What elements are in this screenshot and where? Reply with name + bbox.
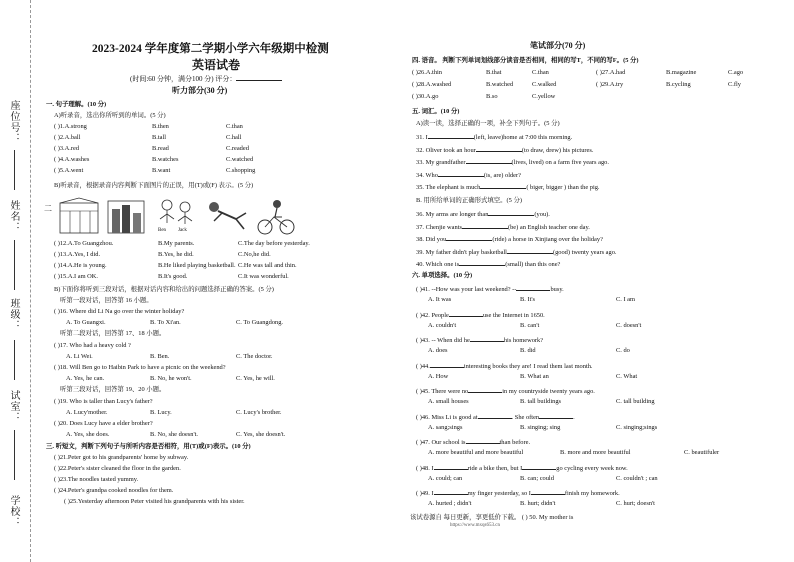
option-text: B.read	[152, 145, 169, 152]
option-text: B. hurt; didn't	[520, 500, 556, 507]
option-text: B.watched	[486, 81, 514, 88]
section-6-heading: 六. 单项选择。(10 分)	[412, 272, 473, 279]
fill-in-sentence	[416, 259, 560, 269]
fill-in-sentence	[416, 182, 600, 192]
option-text: C.fly	[728, 81, 741, 88]
option-text: A. sang;sings	[428, 423, 463, 431]
option-text: B.magazine	[666, 69, 697, 76]
sentence-start: 34. Who	[416, 171, 438, 179]
dialog-2-heading: 听第二段对话，回答第 17、18 小题。	[60, 330, 166, 337]
option-text: B. To Xi'an.	[150, 319, 181, 326]
option-text: B.cycling	[666, 81, 691, 88]
option-text: C.than	[226, 123, 243, 130]
answer-blank[interactable]	[478, 412, 512, 419]
answer-blank[interactable]	[434, 488, 468, 495]
sentence-end: (you).	[534, 211, 550, 218]
section-1b-instruction: B)听录音，根据录音内容判断下面图片的正误，用(T)或(F) 表示。(5 分)	[54, 182, 254, 189]
option-text: C. To Guangdong.	[236, 319, 284, 326]
answer-blank[interactable]	[468, 386, 502, 393]
option-text: B.then	[152, 123, 169, 130]
option-text: A. hurted ; didn't	[428, 500, 472, 507]
answer-blank[interactable]	[470, 335, 504, 342]
question-44	[416, 361, 593, 371]
sentence-end: (ride) a horse in Xinjiang over the holiday?	[492, 236, 603, 243]
option-text: B. can; could	[520, 474, 554, 482]
option-text: B. What an	[520, 372, 549, 380]
sentence-end: ( biger, bigger ) than the pig.	[526, 184, 600, 191]
option-text: C.readed	[226, 145, 249, 152]
option-text: A. more beautiful and more beautiful	[428, 449, 524, 456]
option-text: C.He was tall and thin.	[238, 262, 297, 269]
option-text: B.My parents.	[158, 240, 195, 247]
section-5-heading: 五. 词汇。(10 分)	[412, 108, 460, 115]
question-text: ( )48. I	[416, 464, 434, 472]
option-text: ( )26.A.thin	[412, 69, 442, 76]
sentence-end: (lives, lived) on a farm five years ago.	[511, 159, 609, 166]
listening-heading: 听力部分(30 分)	[172, 86, 228, 95]
option-text: C.It was wonderful.	[238, 273, 289, 280]
option-text: C. beautifuler	[684, 449, 720, 456]
sentence-end: (small) than this one?	[505, 261, 561, 268]
answer-blank[interactable]	[466, 157, 512, 164]
question-text: ( )49. I	[416, 490, 434, 497]
seat-number-label: 座位号：	[8, 100, 19, 144]
option-text: C.yellow	[532, 93, 556, 100]
option-text: B. No, she doesn't.	[150, 431, 199, 438]
fill-in-sentence	[416, 209, 550, 219]
question-16: ( )16. Where did Li Na go over the winter holiday?	[54, 308, 185, 315]
question-text: his homework?	[503, 337, 544, 344]
option-text: C. singing;sings	[616, 423, 658, 431]
option-text: ( )27.A.had	[596, 69, 626, 76]
option-text: ( )3.A.red	[54, 145, 80, 152]
option-text: C. doesn't	[616, 321, 642, 329]
question-text: ( )43. -- When did he	[416, 337, 470, 344]
question-41	[416, 284, 564, 294]
jack-label: Jack	[178, 228, 187, 233]
answer-blank[interactable]	[488, 209, 534, 216]
answer-blank[interactable]	[476, 145, 522, 152]
option-text: ( )12.A.To Guangzhou.	[54, 240, 114, 247]
question-45	[416, 386, 595, 396]
question-text: ( )46. Miss Li is good at	[416, 413, 478, 421]
fill-in-sentence	[416, 170, 521, 180]
question-text: ( )41. --How was your last weekend? --	[416, 286, 517, 293]
sentence-start: 39. My father didn't play basketball	[416, 248, 507, 256]
fill-in-sentence	[416, 145, 593, 155]
exam-room-label: 试室：	[8, 390, 19, 423]
answer-blank[interactable]	[539, 412, 573, 419]
basketball-player-picture	[204, 197, 250, 237]
option-text: C.hall	[226, 134, 242, 141]
statement-text: ( )21.Peter got to his grandparents' home by subway.	[54, 454, 189, 461]
name-line	[14, 240, 15, 290]
footer-text: 该试卷源自 每日更新，享更低价下载。 ( ) 50. My mother is	[410, 514, 574, 521]
option-text: ( )2.A.ball	[54, 134, 81, 141]
option-text: B.watches	[152, 156, 179, 163]
exam-info	[130, 74, 282, 83]
section-3-heading: 三. 听短文，判断下列句子与所听内容是否相符，用(T)或(F)表示。(10 分)	[46, 443, 251, 450]
question-text: use the Internet in 1650.	[482, 311, 545, 319]
answer-blank[interactable]	[428, 132, 474, 139]
option-text: C.ago	[728, 69, 744, 76]
option-text: C.The day before yesterday.	[238, 240, 310, 247]
option-text: C. Yes, she doesn't.	[236, 431, 286, 438]
answer-blank[interactable]	[516, 284, 550, 291]
answer-blank[interactable]	[438, 170, 484, 177]
option-text: ( )30.A.go	[412, 93, 439, 100]
option-text: A. small houses	[428, 398, 469, 405]
option-text: A. To Guangxi.	[66, 319, 106, 326]
question-47	[416, 437, 530, 447]
question-text: ( )44.	[416, 362, 430, 370]
fill-in-sentence	[416, 234, 603, 244]
class-label: 班级：	[8, 298, 19, 331]
score-blank	[236, 74, 282, 81]
dialog-3-heading: 听第三段对话，回答第 19、20 小题。	[60, 386, 166, 393]
option-text: ( )1.A.strong	[54, 123, 87, 130]
option-text: C. Lucy's brother.	[236, 409, 282, 416]
option-text: B. Ben.	[150, 353, 170, 360]
statement-text: ( )23.The noodles tasted yummy.	[54, 476, 139, 483]
option-text: ( )5.A.went	[54, 167, 84, 174]
question-text: my finger yesterday, so I	[467, 490, 531, 497]
exam-subtitle: 英语试卷	[192, 58, 241, 72]
answer-blank[interactable]	[522, 463, 556, 470]
option-text: C. do	[616, 347, 630, 354]
option-text: C. I am	[616, 296, 635, 303]
option-text: ( )14.A.He is young.	[54, 262, 107, 269]
section-4-heading: 四. 语音。 判断下列单词划线部分读音是否相同，相同的写T，不同的写F。(5 分)	[412, 57, 639, 64]
option-text: B.that	[486, 69, 502, 76]
question-42	[416, 310, 545, 320]
option-text: B. more and more beautiful	[560, 449, 631, 456]
question-text: than before.	[499, 439, 531, 446]
option-text: B. tall buildings	[520, 398, 562, 405]
question-17: ( )17. Who had a heavy cold ?	[54, 342, 131, 349]
option-text: C.No,he did.	[238, 251, 271, 258]
sentence-start: 37. Chenjie wants	[416, 223, 462, 231]
statement-text: ( )25.Yesterday afternoon Peter visited his grandparents with his sister.	[64, 498, 245, 505]
option-text: C. The doctor.	[236, 353, 273, 360]
option-text: B.tall	[152, 134, 167, 141]
sentence-end: (good) twenty years ago.	[552, 248, 617, 256]
question-49	[416, 488, 620, 498]
seat-number-line	[14, 150, 15, 190]
option-text: B. singing; sing	[520, 423, 561, 431]
sentence-start: 33. My grandfather	[416, 159, 466, 166]
question-text: go cycling every week now.	[556, 464, 628, 472]
fill-in-sentence	[416, 222, 590, 232]
written-heading: 笔试部分(70 分)	[530, 41, 586, 50]
sentence-end: (left, leave)home at 7:00 this morning.	[473, 134, 573, 141]
section-5b-instruction: B. 用所给单词的正确形式填空。(5 分)	[416, 197, 522, 204]
option-text: C. couldn't ; can	[616, 474, 658, 482]
answer-blank[interactable]	[462, 222, 508, 229]
option-text: C.walked	[532, 81, 557, 88]
option-text: B.Yes, he did.	[158, 251, 194, 258]
option-text: ( )4.A.washes	[54, 156, 90, 163]
exam-room-line	[14, 430, 15, 480]
answer-blank[interactable]	[430, 361, 464, 368]
fill-in-sentence	[416, 132, 572, 142]
question-46	[416, 412, 575, 422]
answer-blank[interactable]	[466, 437, 500, 444]
section-1a-instruction: A)听录音，选出你所听到的单词。(5 分)	[54, 112, 166, 119]
question-48	[416, 463, 628, 473]
answer-blank[interactable]	[507, 247, 553, 254]
question-text: . She often	[511, 413, 540, 421]
footer-notice	[410, 514, 573, 522]
option-text: A. does	[428, 347, 448, 354]
fill-in-sentence	[416, 247, 617, 257]
option-text: ( )13.A.Yes, I did.	[54, 251, 101, 258]
cityscape-picture	[106, 197, 146, 237]
option-text: A. couldn't	[428, 321, 457, 329]
question-text: ( )47. Our school is	[416, 439, 466, 446]
sentence-end: (to draw, drew) his pictures.	[521, 146, 594, 154]
question-20: ( )20. Does Lucy have a elder brother?	[54, 420, 153, 427]
sentence-start: 31. I	[416, 134, 428, 141]
option-text: A. could; can	[428, 474, 463, 482]
option-text: C.watched	[226, 156, 254, 163]
option-text: B. No, he won't.	[150, 375, 192, 382]
option-text: C.than	[532, 69, 549, 76]
answer-blank[interactable]	[459, 259, 505, 266]
name-label: 姓名：	[8, 200, 19, 233]
option-text: B. can't	[520, 321, 540, 329]
question-text: busy.	[550, 286, 564, 293]
section-5a-instruction: A)读一读，选择正确的一项，补全下列句子。(5 分)	[416, 120, 560, 127]
question-text: finish my homework.	[564, 490, 620, 497]
sentence-start: 32. Oliver took an hour	[416, 146, 476, 154]
option-text: C. Yes, he will.	[236, 375, 275, 382]
option-text: A. Yes, he can.	[66, 375, 105, 382]
option-text: C. tall building	[616, 398, 655, 405]
cyclist-picture	[256, 197, 296, 237]
question-18: ( )18. Will Ben go to Haibin Park to have a picnic on the weekend?	[54, 364, 226, 371]
option-text: ( )15.A.I am OK.	[54, 273, 99, 280]
question-43	[416, 335, 543, 345]
class-line	[14, 340, 15, 380]
section-1-heading: 一. 句子理解。(10 分)	[46, 101, 107, 108]
answer-blank[interactable]	[531, 488, 565, 495]
option-text: C. What	[616, 372, 638, 380]
option-text: A. Li Wei.	[66, 353, 93, 360]
option-text: B. Lucy.	[150, 409, 172, 416]
option-text: B.want	[152, 167, 171, 174]
question-text: ( )42. People	[416, 311, 449, 319]
footer-url: https://www.mxqs653.cn	[450, 523, 500, 528]
question-text: in my countryside twenty years ago.	[502, 388, 595, 395]
fill-in-sentence	[416, 157, 609, 167]
option-text: ( )29.A.try	[596, 81, 624, 88]
option-text: A. Yes, she does.	[66, 431, 110, 438]
statement-text: ( )24.Peter's grandpa cooked noodles for them.	[54, 487, 174, 494]
option-text: B.It's good.	[158, 273, 188, 280]
fold-line	[30, 0, 31, 562]
option-text: B. did	[520, 347, 536, 354]
dialog-1-heading: 听第一段对话，回答第 16 小题。	[60, 297, 153, 304]
ben-label: Ben	[158, 228, 167, 233]
exam-info-text: (时间:60 分钟，满分100 分) 评分：	[130, 75, 237, 83]
question-text: ride a bike then, but I	[467, 464, 523, 472]
section-1c-instruction: B)下面你将听到三段对话，根据对话内容和给出的问题选择正确的答案。(5 分)	[54, 286, 274, 293]
sentence-start: 40. Which one is	[416, 261, 460, 268]
picture-strip	[44, 197, 354, 237]
picture-number: 二	[44, 204, 52, 213]
option-text: A. It was	[428, 296, 452, 303]
sentence-end: (be) an English teacher one day.	[507, 223, 590, 231]
option-text: A. How	[428, 372, 449, 380]
sentence-start: 36. My arms are longer than	[416, 211, 489, 218]
school-label: 学校：	[8, 495, 19, 528]
answer-blank[interactable]	[480, 182, 526, 189]
question-text: interesting books they are! I read them last month.	[463, 362, 593, 370]
option-text: ( )28.A.washed	[412, 81, 452, 88]
sentence-start: 38. Did you	[416, 236, 447, 243]
option-text: C.shopping	[226, 167, 256, 174]
question-text: ( )45. There were no	[416, 388, 469, 395]
answer-blank[interactable]	[446, 234, 492, 241]
answer-blank[interactable]	[434, 463, 468, 470]
question-19: ( )19. Who is taller than Lucy's father?	[54, 398, 153, 405]
option-text: A. Lucy'mother.	[66, 409, 108, 416]
option-text: C. hurt; doesn't	[616, 500, 655, 507]
answer-blank[interactable]	[449, 310, 483, 317]
sentence-end: (is, are) older?	[483, 171, 521, 179]
option-text: B.He liked playing basketball.	[158, 262, 236, 269]
sentence-start: 35. The elephant is much	[416, 184, 481, 191]
option-text: B.so	[486, 93, 498, 100]
exam-title: 2023-2024 学年度第二学期小学六年级期中检测	[92, 43, 329, 55]
statement-text: ( )22.Peter's sister cleaned the floor in the garden.	[54, 465, 181, 472]
question-text: .	[573, 413, 575, 421]
option-text: B. It's	[520, 296, 535, 303]
house-picture	[58, 197, 102, 237]
